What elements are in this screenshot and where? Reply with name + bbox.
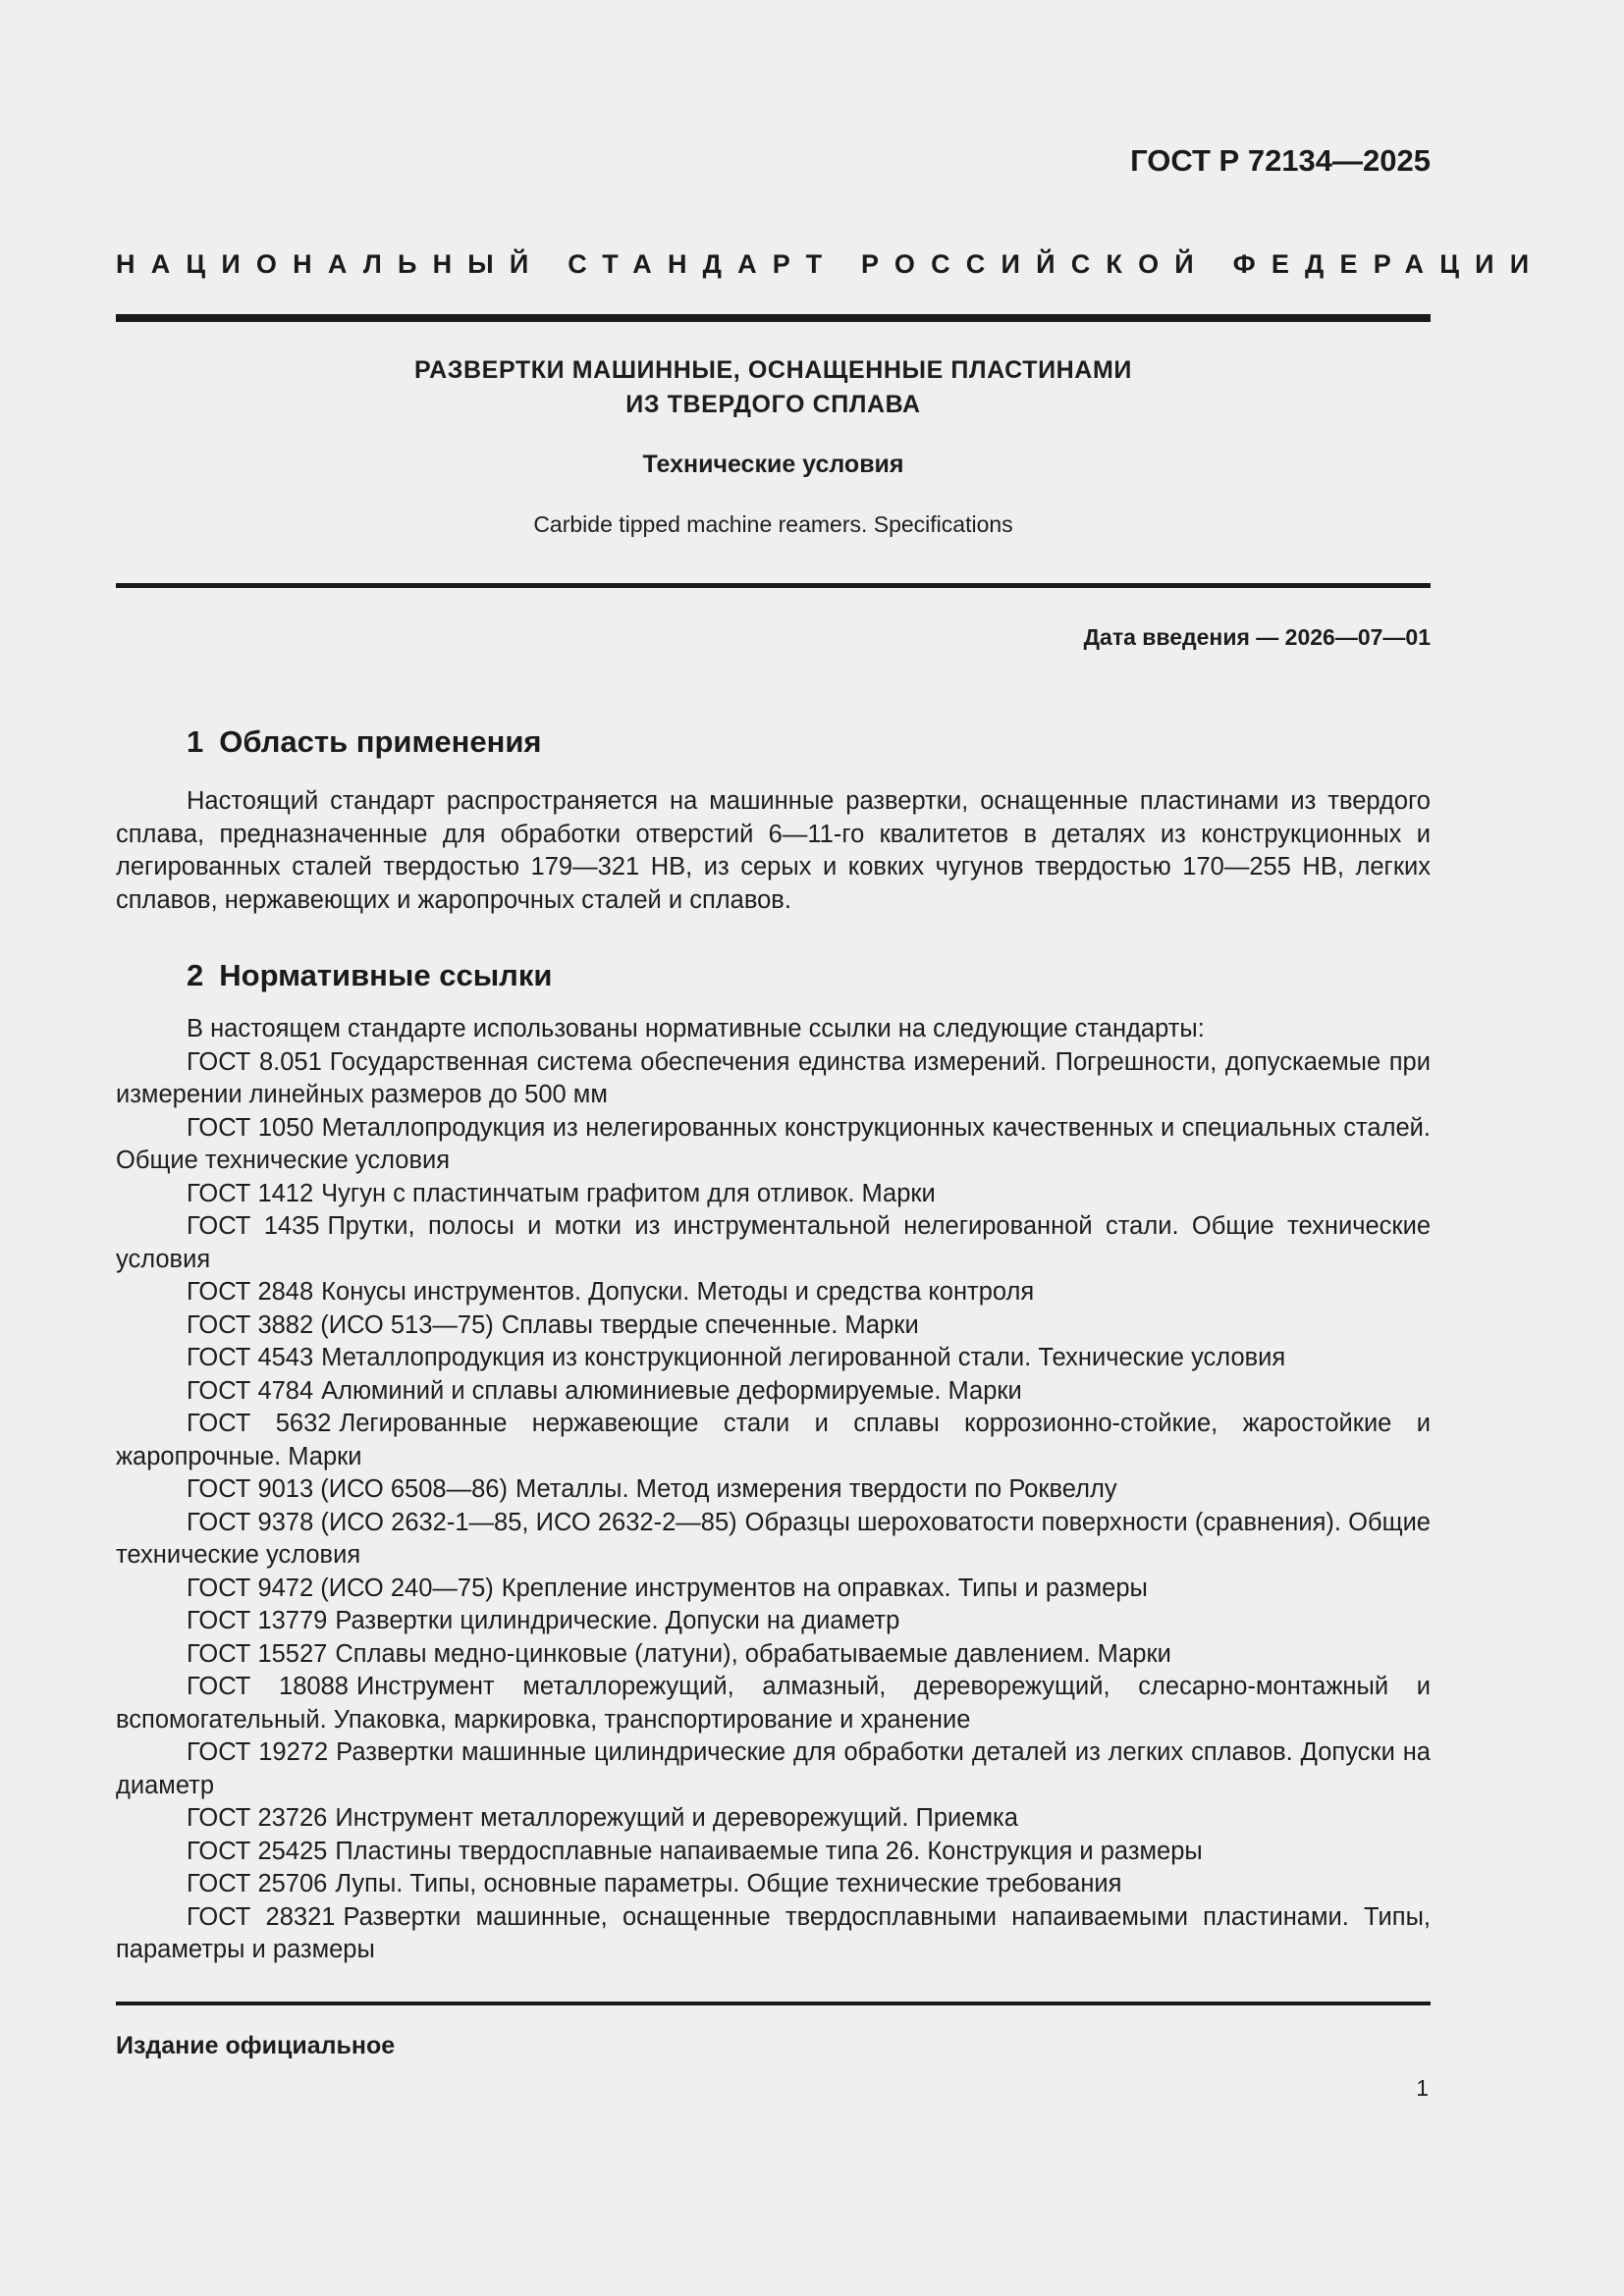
reference-code: ГОСТ 8.051 bbox=[187, 1047, 322, 1076]
document-number: ГОСТ Р 72134—2025 bbox=[1130, 143, 1431, 178]
reference-code: ГОСТ 23726 bbox=[187, 1804, 328, 1832]
reference-title: Сплавы твердые спеченные. Марки bbox=[501, 1310, 919, 1339]
title-divider bbox=[116, 583, 1431, 588]
reference-title: Конусы инструментов. Допуски. Методы и средства контроля bbox=[321, 1278, 1035, 1306]
reference-title: Металлопродукция из нелегированных конструкционных качественных и специальных сталей. Общие технические условия bbox=[116, 1113, 1431, 1174]
reference-title: Прутки, полосы и мотки из инструментальной нелегированной стали. Общие технические условия bbox=[116, 1212, 1431, 1273]
section-1-heading bbox=[187, 724, 542, 760]
scope-paragraph: Настоящий стандарт распространяется на машинные развертки, оснащенные пластинами из твердого сплава, предназначенные для обработки отверстий 6—11-го квалитетов в деталях из конструкционных и легированных сталей твердостью 179—321 HB, из серых и ковких чугунов твердостью 170—255 HB, легких сплавов, нержавеющих и жаропрочных сталей и сплавов. bbox=[116, 787, 1431, 914]
document-english-title: Carbide tipped machine reamers. Specifications bbox=[533, 511, 1013, 537]
reference-item bbox=[116, 1473, 1431, 1507]
reference-code: ГОСТ 1412 bbox=[187, 1179, 314, 1207]
reference-title: Пластины твердосплавные напаиваемые типа 26. Конструкция и размеры bbox=[335, 1837, 1203, 1865]
reference-item bbox=[116, 1408, 1431, 1473]
reference-code: ГОСТ 9378 (ИСО 2632-1—85, ИСО 2632-2—85) bbox=[187, 1508, 737, 1536]
document-title-line-2: ИЗ ТВЕРДОГО СПЛАВА bbox=[625, 391, 921, 418]
reference-title: Развертки машинные цилиндрические для обработки деталей из легких сплавов. Допуски на диаметр bbox=[116, 1738, 1431, 1799]
reference-item bbox=[116, 1901, 1431, 1967]
reference-title: Инструмент металлорежущий и дереворежущий. Приемка bbox=[335, 1804, 1018, 1832]
reference-code: ГОСТ 15527 bbox=[187, 1639, 328, 1668]
reference-title: Лупы. Типы, основные параметры. Общие технические требования bbox=[335, 1870, 1122, 1897]
reference-code: ГОСТ 9013 (ИСО 6508—86) bbox=[187, 1475, 508, 1503]
reference-item bbox=[116, 1605, 1431, 1638]
document-subtitle: Технические условия bbox=[642, 451, 904, 478]
reference-item bbox=[116, 1736, 1431, 1802]
reference-item bbox=[116, 1868, 1431, 1901]
section-1-number: 1 bbox=[187, 724, 204, 759]
reference-code: ГОСТ 25706 bbox=[187, 1870, 328, 1897]
reference-title: Чугун с пластинчатым графитом для отливок. Марки bbox=[321, 1179, 936, 1207]
reference-code: ГОСТ 4784 bbox=[187, 1376, 314, 1405]
reference-code: ГОСТ 25425 bbox=[187, 1837, 328, 1865]
header-divider bbox=[116, 314, 1431, 322]
section-1-body bbox=[116, 785, 1431, 917]
section-2-heading bbox=[187, 958, 552, 993]
reference-item bbox=[116, 1046, 1431, 1112]
section-2-title: Нормативные ссылки bbox=[219, 958, 553, 992]
reference-code: ГОСТ 9472 (ИСО 240—75) bbox=[187, 1574, 494, 1602]
reference-code: ГОСТ 19272 bbox=[187, 1738, 329, 1766]
reference-code: ГОСТ 2848 bbox=[187, 1278, 314, 1306]
reference-title: Инструмент металлорежущий, алмазный, дереворежущий, слесарно-монтажный и вспомогательный. Упаковка, маркировка, транспортирование и хранение bbox=[116, 1673, 1431, 1734]
introduction-date: Дата введения — 2026—07—01 bbox=[1083, 624, 1431, 650]
reference-item bbox=[116, 1112, 1431, 1178]
section-1-title: Область применения bbox=[219, 724, 542, 759]
reference-code: ГОСТ 5632 bbox=[187, 1410, 332, 1437]
reference-item bbox=[116, 1210, 1431, 1276]
reference-title: Легированные нержавеющие стали и сплавы коррозионно-стойкие, жаростойкие и жаропрочные. Марки bbox=[116, 1410, 1431, 1470]
reference-title: Государственная система обеспечения единства измерений. Погрешности, допускаемые при измерении линейных размеров до 500 мм bbox=[116, 1047, 1431, 1108]
reference-item bbox=[116, 1671, 1431, 1736]
reference-item bbox=[116, 1802, 1431, 1836]
reference-code: ГОСТ 4543 bbox=[187, 1344, 314, 1371]
reference-code: ГОСТ 3882 (ИСО 513—75) bbox=[187, 1310, 494, 1339]
section-2-number: 2 bbox=[187, 958, 204, 992]
document-title bbox=[116, 353, 1431, 422]
reference-item bbox=[116, 1638, 1431, 1672]
page-number: 1 bbox=[1416, 2075, 1429, 2101]
reference-item bbox=[116, 1507, 1431, 1573]
reference-code: ГОСТ 28321 bbox=[187, 1902, 336, 1931]
section-2-body bbox=[116, 1013, 1431, 1967]
reference-item bbox=[116, 1836, 1431, 1869]
official-edition-label: Издание официальное bbox=[116, 2032, 396, 2059]
reference-item bbox=[116, 1178, 1431, 1211]
footer-divider bbox=[116, 2002, 1431, 2005]
reference-title: Развертки цилиндрические. Допуски на диаметр bbox=[335, 1607, 900, 1634]
reference-code: ГОСТ 13779 bbox=[187, 1607, 328, 1634]
reference-title: Развертки машинные, оснащенные твердосплавными напаиваемыми пластинами. Типы, параметры и размеры bbox=[116, 1902, 1431, 1963]
document-title-line-1: РАЗВЕРТКИ МАШИННЫЕ, ОСНАЩЕННЫЕ ПЛАСТИНАМИ bbox=[414, 356, 1132, 384]
reference-item bbox=[116, 1375, 1431, 1409]
reference-item bbox=[116, 1276, 1431, 1309]
reference-title: Металлопродукция из конструкционной легированной стали. Технические условия bbox=[321, 1344, 1286, 1371]
reference-title: Алюминий и сплавы алюминиевые деформируемые. Марки bbox=[321, 1376, 1022, 1405]
reference-item bbox=[116, 1342, 1431, 1375]
references-intro: В настоящем стандарте использованы нормативные ссылки на следующие стандарты: bbox=[187, 1015, 1205, 1042]
reference-code: ГОСТ 18088 bbox=[187, 1673, 349, 1700]
reference-list bbox=[116, 1046, 1431, 1967]
reference-title: Металлы. Метод измерения твердости по Роквеллу bbox=[514, 1475, 1117, 1503]
reference-item bbox=[116, 1309, 1431, 1343]
national-standard-header: НАЦИОНАЛЬНЫЙ СТАНДАРТ РОССИЙСКОЙ ФЕДЕРАЦИИ bbox=[116, 249, 1545, 279]
reference-code: ГОСТ 1435 bbox=[187, 1212, 320, 1240]
reference-title: Крепление инструментов на оправках. Типы и размеры bbox=[501, 1574, 1148, 1602]
reference-item bbox=[116, 1573, 1431, 1606]
reference-title: Образцы шероховатости поверхности (сравнения). Общие технические условия bbox=[116, 1508, 1431, 1569]
reference-title: Сплавы медно-цинковые (латуни), обрабатываемые давлением. Марки bbox=[335, 1639, 1171, 1668]
reference-code: ГОСТ 1050 bbox=[187, 1113, 314, 1142]
